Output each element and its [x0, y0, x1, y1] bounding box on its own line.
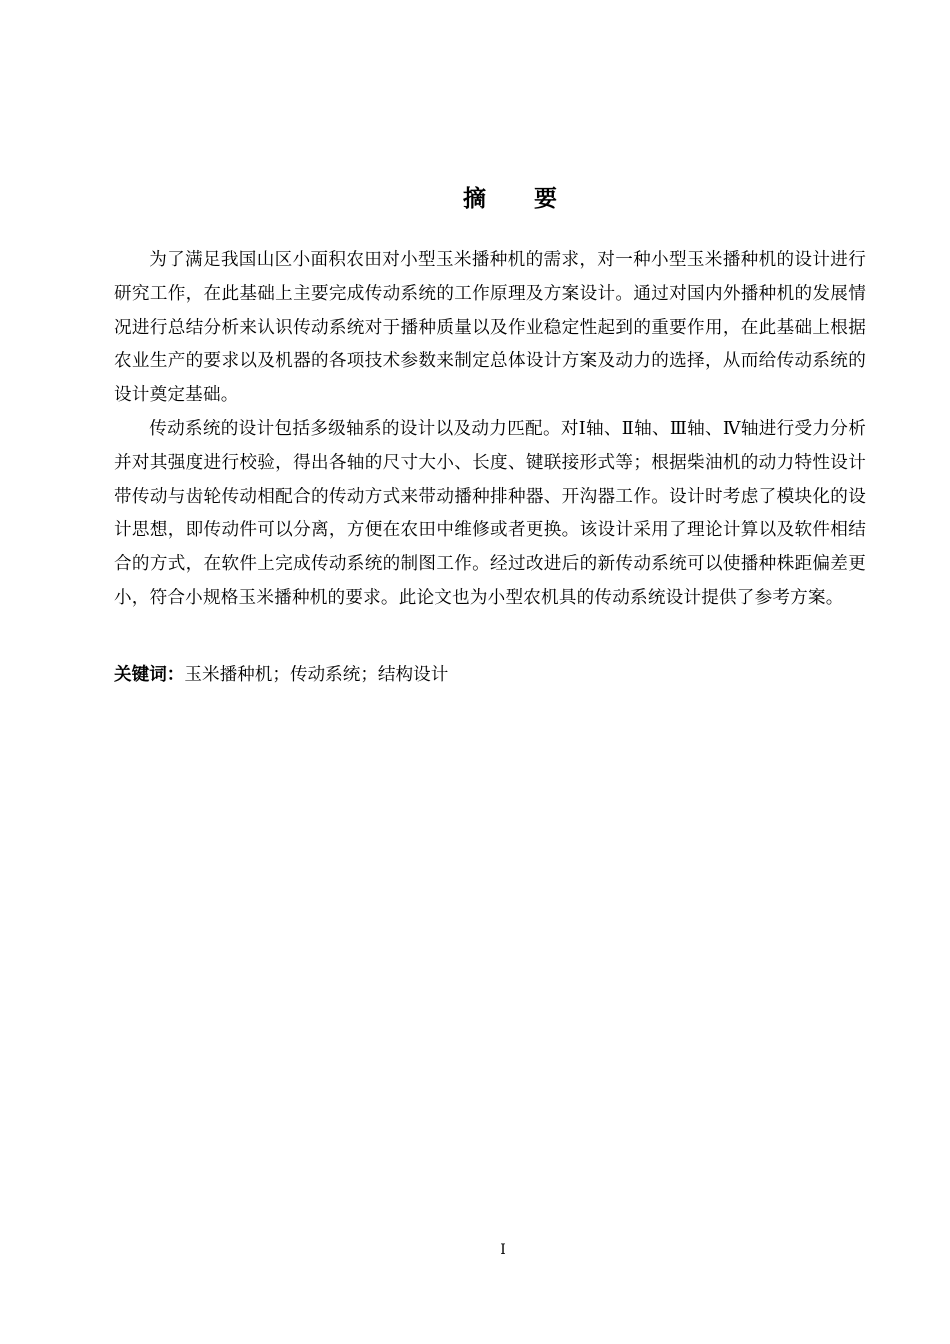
abstract-title	[0, 180, 950, 213]
abstract-body	[114, 244, 866, 616]
page-number: I	[500, 1242, 506, 1258]
abstract-paragraph-1: 为了满足我国山区小面积农田对小型玉米播种机的需求，对一种小型玉米播种机的设计进行研究工作，在此基础上主要完成传动系统的工作原理及方案设计。通过对国内外播种机的发展情况进行总结分析来认识传动系统对于播种质量以及作业稳定性起到的重要作用，在此基础上根据农业生产的要求以及机器的各项技术参数来制定总体设计方案及动力的选择，从而给传动系统的设计奠定基础。	[114, 250, 866, 406]
abstract-paragraph-2: 传动系统的设计包括多级轴系的设计以及动力匹配。对Ⅰ轴、Ⅱ轴、Ⅲ轴、Ⅳ轴进行受力分析并对其强度进行校验，得出各轴的尺寸大小、长度、键联接形式等；根据柴油机的动力特性设计带传动与齿轮传动相配合的传动方式来带动播种排种器、开沟器工作。设计时考虑了模块化的设计思想，即传动件可以分离，方便在农田中维修或者更换。该设计采用了理论计算以及软件相结合的方式，在软件上完成传动系统的制图工作。经过改进后的新传动系统可以使播种株距偏差更小，符合小规格玉米播种机的要求。此论文也为小型农机具的传动系统设计提供了参考方案。	[114, 418, 866, 608]
keywords-text: 玉米播种机；传动系统；结构设计	[184, 665, 449, 685]
keywords-line	[114, 660, 866, 690]
abstract-title-second: 要	[534, 186, 557, 212]
keywords-label: 关键词：	[114, 665, 185, 685]
abstract-title-first: 摘	[463, 186, 486, 212]
